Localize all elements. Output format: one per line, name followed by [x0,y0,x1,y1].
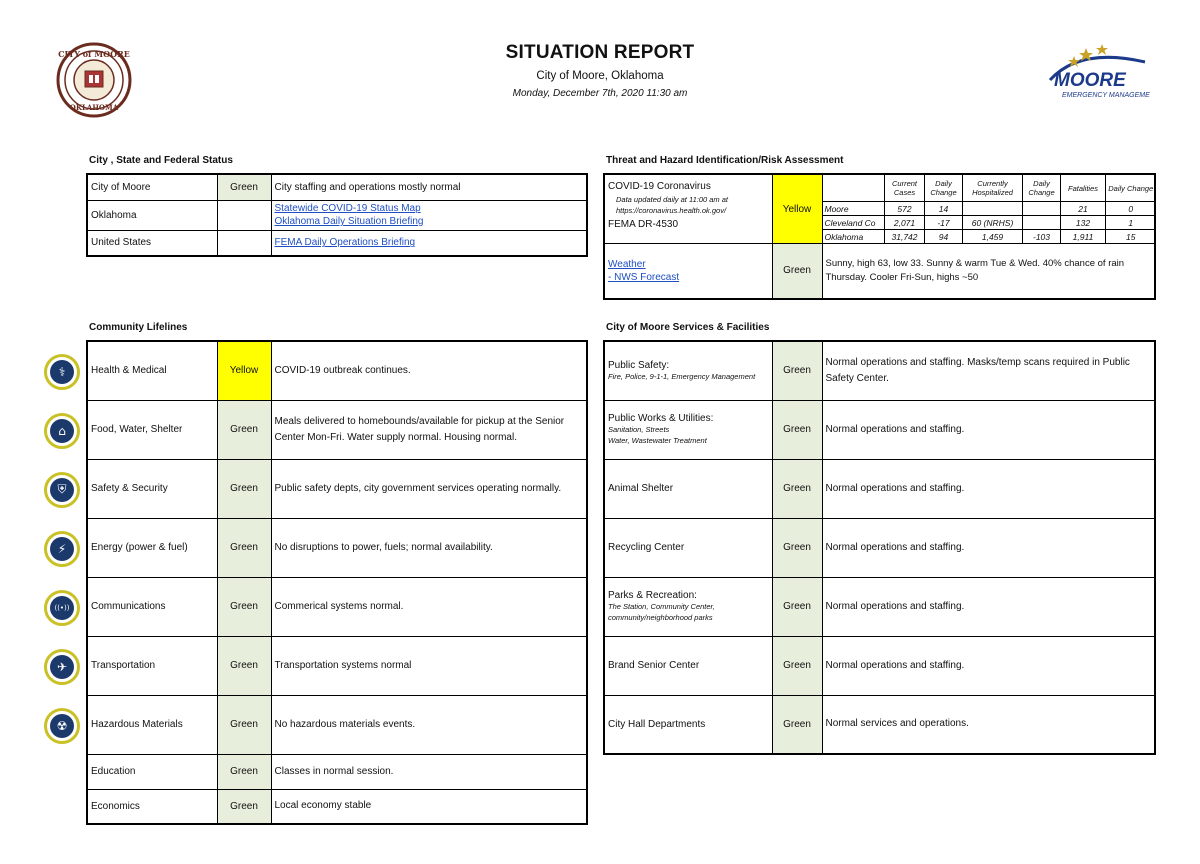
icon-glyph: ⛨ [50,478,74,502]
icon-glyph: ✈ [50,655,74,679]
lifeline-note: Transportation systems normal [271,636,587,695]
service-detail: Fire, Police, 9-1-1, Emergency Management [608,371,756,381]
status-row [87,200,587,230]
column-header: Currently Hospitalized [963,175,1023,202]
lifeline-note: COVID-19 outbreak continues. [271,341,587,400]
stat-cell: 14 [925,202,963,216]
status-badge: Green [217,400,271,459]
stat-cell: -103 [1023,230,1061,244]
service-cell [604,518,772,577]
lifeline-note: Classes in normal session. [271,754,587,789]
lifeline-name: Hazardous Materials [87,695,217,754]
status-badge: Green [217,577,271,636]
safety-security-icon [44,472,80,508]
lifeline-note: Public safety depts, city government services operating normally. [271,459,587,518]
svg-text:CITY of MOORE: CITY of MOORE [58,49,130,59]
lifeline-row [87,459,587,518]
covid-source-url: https://coronavirus.health.ok.gov/ [616,206,727,215]
service-detail: community/neighborhood parks [608,613,713,622]
icon-glyph: ⌂ [50,419,74,443]
status-badge: Green [772,518,822,577]
stat-cell: -17 [925,216,963,230]
covid-stats-row [823,216,1156,230]
weather-row [604,244,1155,299]
status-badge: Green [772,341,822,400]
stat-cell: 132 [1061,216,1106,230]
column-header: Fatalities [1061,175,1106,202]
service-name: City Hall Departments [608,718,706,730]
status-row [87,174,587,200]
services-section-heading: City of Moore Services & Facilities [606,322,770,333]
icon-glyph: ☢ [50,714,74,738]
stat-cell: 1 [1106,216,1156,230]
threat-table [603,173,1156,300]
status-badge: Green [772,636,822,695]
service-note: Normal operations and staffing. [822,400,1155,459]
covid-stats-row [823,230,1156,244]
covid-title: COVID-19 Coronavirus [608,181,711,192]
stat-cell: 1,459 [963,230,1023,244]
status-badge [217,200,271,230]
service-name: Parks & Recreation: [608,590,697,601]
lifeline-note: Meals delivered to homebounds/available for pickup at the Senior Center Mon-Fri. Water supply normal. Housing normal. [271,400,587,459]
lifeline-name: Food, Water, Shelter [87,400,217,459]
lifeline-row [87,577,587,636]
service-note: Normal operations and staffing. [822,518,1155,577]
stat-cell: 2,071 [885,216,925,230]
service-note: Normal operations and staffing. [822,577,1155,636]
service-row [604,636,1155,695]
energy-icon [44,531,80,567]
stat-cell: 60 (NRHS) [963,216,1023,230]
page-subtitle: City of Moore, Oklahoma [536,70,664,82]
weather-links [604,244,772,299]
lifeline-row [87,518,587,577]
lifeline-name: Education [87,754,217,789]
oklahoma-situation-briefing-link[interactable]: Oklahoma Daily Situation Briefing [274,216,424,227]
service-row [604,518,1155,577]
status-row [87,230,587,256]
lifeline-note: No disruptions to power, fuels; normal availability. [271,518,587,577]
area-name: Moore [823,202,885,216]
column-header: Current Cases [885,175,925,202]
covid-updated-note: Data updated daily at 11:00 am at [616,195,729,204]
svg-text:EMERGENCY MANAGEMENT: EMERGENCY MANAGEMENT [1062,92,1150,99]
service-cell [604,636,772,695]
transportation-icon [44,649,80,685]
service-note: Normal operations and staffing. Masks/temp scans required in Public Safety Center. [822,341,1155,400]
lifeline-name: Health & Medical [87,341,217,400]
service-row [604,400,1155,459]
status-badge: Green [772,459,822,518]
nws-forecast-link[interactable]: - NWS Forecast [608,271,680,283]
service-note: Normal operations and staffing. [822,459,1155,518]
lifeline-name: Energy (power & fuel) [87,518,217,577]
lifeline-row [87,341,587,400]
icon-glyph: ⚕ [50,360,74,384]
lifelines-table [86,340,588,825]
food-water-shelter-icon [44,413,80,449]
status-name: City of Moore [87,174,217,200]
service-row [604,695,1155,754]
service-cell [604,341,772,400]
column-header: Daily Change [1023,175,1061,202]
covid-stats-cell [822,174,1155,244]
covid-stats-table [823,175,1156,243]
status-note: City staffing and operations mostly normal [271,174,587,200]
stat-cell: 94 [925,230,963,244]
fema-declaration: FEMA DR-4530 [608,219,679,230]
service-name: Brand Senior Center [608,660,700,671]
covid-stats-header [823,175,1156,202]
lifeline-name: Transportation [87,636,217,695]
weather-forecast-text: Sunny, high 63, low 33. Sunny & warm Tue & Wed. 40% chance of rain Thursday. Cooler Fri-Sun, highs ~50 [822,244,1155,299]
service-cell [604,459,772,518]
covid-stats-row [823,202,1156,216]
service-row [604,341,1155,400]
threat-section-heading: Threat and Hazard Identification/Risk Assessment [606,155,844,166]
status-badge: Green [217,789,271,824]
status-badge: Green [217,174,271,200]
status-links [271,230,587,256]
icon-glyph: ⚡ [50,537,74,561]
service-name: Public Works & Utilities: [608,413,714,424]
stat-cell: 15 [1106,230,1156,244]
status-badge: Green [217,754,271,789]
status-links [271,200,587,230]
status-badge: Green [217,636,271,695]
status-badge: Green [772,577,822,636]
status-badge: Green [217,695,271,754]
service-name: Animal Shelter [608,483,674,494]
lifeline-name: Safety & Security [87,459,217,518]
stat-cell [1023,216,1061,230]
column-header: Daily Change [925,175,963,202]
page-title: SITUATION REPORT [505,42,695,63]
status-badge: Green [772,695,822,754]
report-datetime: Monday, December 7th, 2020 11:30 am [512,88,688,99]
area-name: Oklahoma [823,230,885,244]
lifeline-row [87,789,587,824]
hazardous-materials-icon [44,708,80,744]
service-name: Recycling Center [608,542,685,553]
area-name: Cleveland Co [823,216,885,230]
lifeline-row [87,754,587,789]
stat-cell: 31,742 [885,230,925,244]
stat-cell: 21 [1061,202,1106,216]
stat-cell [1023,202,1061,216]
status-name: Oklahoma [87,200,217,230]
status-section-heading: City , State and Federal Status [89,155,233,166]
icon-glyph: ((•)) [50,596,74,620]
lifeline-name: Economics [87,789,217,824]
services-table [603,340,1156,755]
lifeline-name: Communications [87,577,217,636]
status-table [86,173,588,257]
service-name: Public Safety: [608,359,670,371]
covid-row [604,174,1155,244]
status-badge: Green [217,459,271,518]
status-badge [217,230,271,256]
svg-text:MOORE: MOORE [1054,70,1126,91]
status-badge: Yellow [217,341,271,400]
covid-status-badge: Yellow [772,174,822,244]
communications-icon [44,590,80,626]
service-cell [604,695,772,754]
lifeline-note: Local economy stable [271,789,587,824]
stat-cell: 0 [1106,202,1156,216]
weather-link[interactable]: Weather [608,258,646,270]
status-badge: Green [772,400,822,459]
fema-operations-briefing-link[interactable]: FEMA Daily Operations Briefing [274,237,416,249]
lifeline-note: Commerical systems normal. [271,577,587,636]
service-cell [604,400,772,459]
lifeline-row [87,400,587,459]
service-detail: Sanitation, Streets [608,425,670,434]
service-detail: The Station, Community Center, [608,602,715,611]
stat-cell: 572 [885,202,925,216]
service-note: Normal operations and staffing. [822,636,1155,695]
statewide-covid-map-link[interactable]: Statewide COVID-19 Status Map [274,203,421,214]
weather-status-badge: Green [772,244,822,299]
status-name: United States [87,230,217,256]
lifelines-section-heading: Community Lifelines [89,322,188,333]
svg-text:OKLAHOMA: OKLAHOMA [69,103,119,112]
service-detail: Water, Wastewater Treatment [608,436,707,445]
covid-info [604,174,772,244]
column-header: Daily Change [1106,175,1156,202]
service-row [604,577,1155,636]
stat-cell: 1,911 [1061,230,1106,244]
service-cell [604,577,772,636]
lifeline-note: No hazardous materials events. [271,695,587,754]
status-badge: Green [217,518,271,577]
stat-cell [963,202,1023,216]
service-note: Normal services and operations. [822,695,1155,754]
service-row [604,459,1155,518]
health-medical-icon [44,354,80,390]
lifeline-row [87,636,587,695]
lifeline-row [87,695,587,754]
